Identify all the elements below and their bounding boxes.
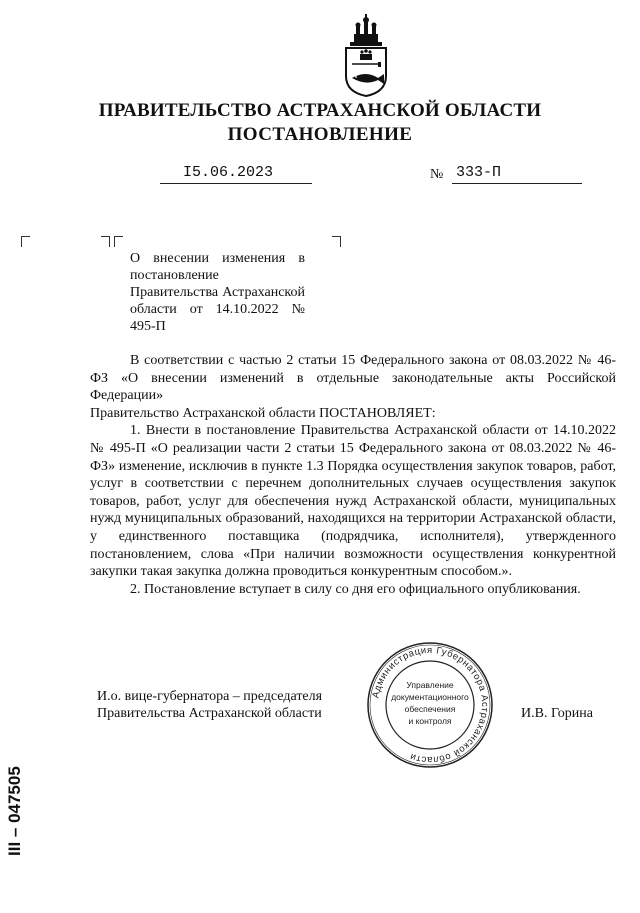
signatory-position xyxy=(97,688,322,722)
number-underline xyxy=(452,183,582,184)
corner-mark xyxy=(332,236,341,247)
astrakhan-coat-of-arms-icon xyxy=(340,14,392,98)
resolution-paragraph: Правительство Астраханской области ПОСТАНОВЛЯЕТ: xyxy=(90,405,436,421)
document-body xyxy=(90,352,616,598)
government-title: ПРАВИТЕЛЬСТВО АСТРАХАНСКОЙ ОБЛАСТИ xyxy=(98,100,542,121)
corner-mark xyxy=(101,236,110,247)
document-subject: О внесении изменения в постановление Правительства Астраханской области от 14.10.2022 № 495-П xyxy=(130,251,305,334)
signatory-position-line2: Правительства Астраханской области xyxy=(97,706,322,721)
corner-mark xyxy=(114,236,123,247)
document-number: 333-П xyxy=(456,164,502,181)
number-sign: № xyxy=(430,167,444,182)
document-date: I5.06.2023 xyxy=(183,164,274,181)
item-1-paragraph: 1. Внести в постановление Правительства Астраханской области от 14.10.2022 № 495-П «О реализации части 2 статьи 15 Федерального закона от 08.03.2022 № 46-ФЗ» изменение, исключив в пункте 1.3 Порядка осуществления закупок товаров, работ, услуг в соответствии с перечнем дополнительных случаев осуществления закупок товаров, работ, услуг для обеспечения нужд Астраханской области, муниципальных нужд муниципальных образований, находящихся на территории Астраханской области, у единственного поставщика (подрядчика, исполнителя), утвержденного постановлением, слова «При наличии возможности осуществления конкурентной закупки такая закупка должна проводиться конкурентным способом.». xyxy=(90,423,616,580)
item-2-paragraph: 2. Постановление вступает в силу со дня его официального опубликования. xyxy=(130,581,581,597)
stamp-inner-line3: обеспечения xyxy=(404,704,456,714)
document-type: ПОСТАНОВЛЕНИЕ xyxy=(227,124,413,145)
corner-mark xyxy=(21,236,30,247)
serial-number-text: III – 047505 xyxy=(5,766,24,856)
serial-number xyxy=(0,738,28,858)
signatory-name: И.В. Горина xyxy=(521,706,594,721)
official-stamp xyxy=(365,640,495,770)
stamp-inner-line1: Управление xyxy=(406,680,454,690)
date-underline xyxy=(160,183,312,184)
signatory-position-line1: И.о. вице-губернатора – председателя xyxy=(97,689,323,704)
stamp-outer-text: Администрация Губернатора Астраханской области xyxy=(370,644,491,766)
preamble-paragraph: В соответствии с частью 2 статьи 15 Федерального закона от 08.03.2022 № 46-ФЗ «О внесении изменений в отдельные законодательные акты Российской Федерации» xyxy=(90,353,616,404)
stamp-inner-line2: документационного xyxy=(391,692,469,702)
stamp-inner-line4: и контроля xyxy=(408,716,452,726)
